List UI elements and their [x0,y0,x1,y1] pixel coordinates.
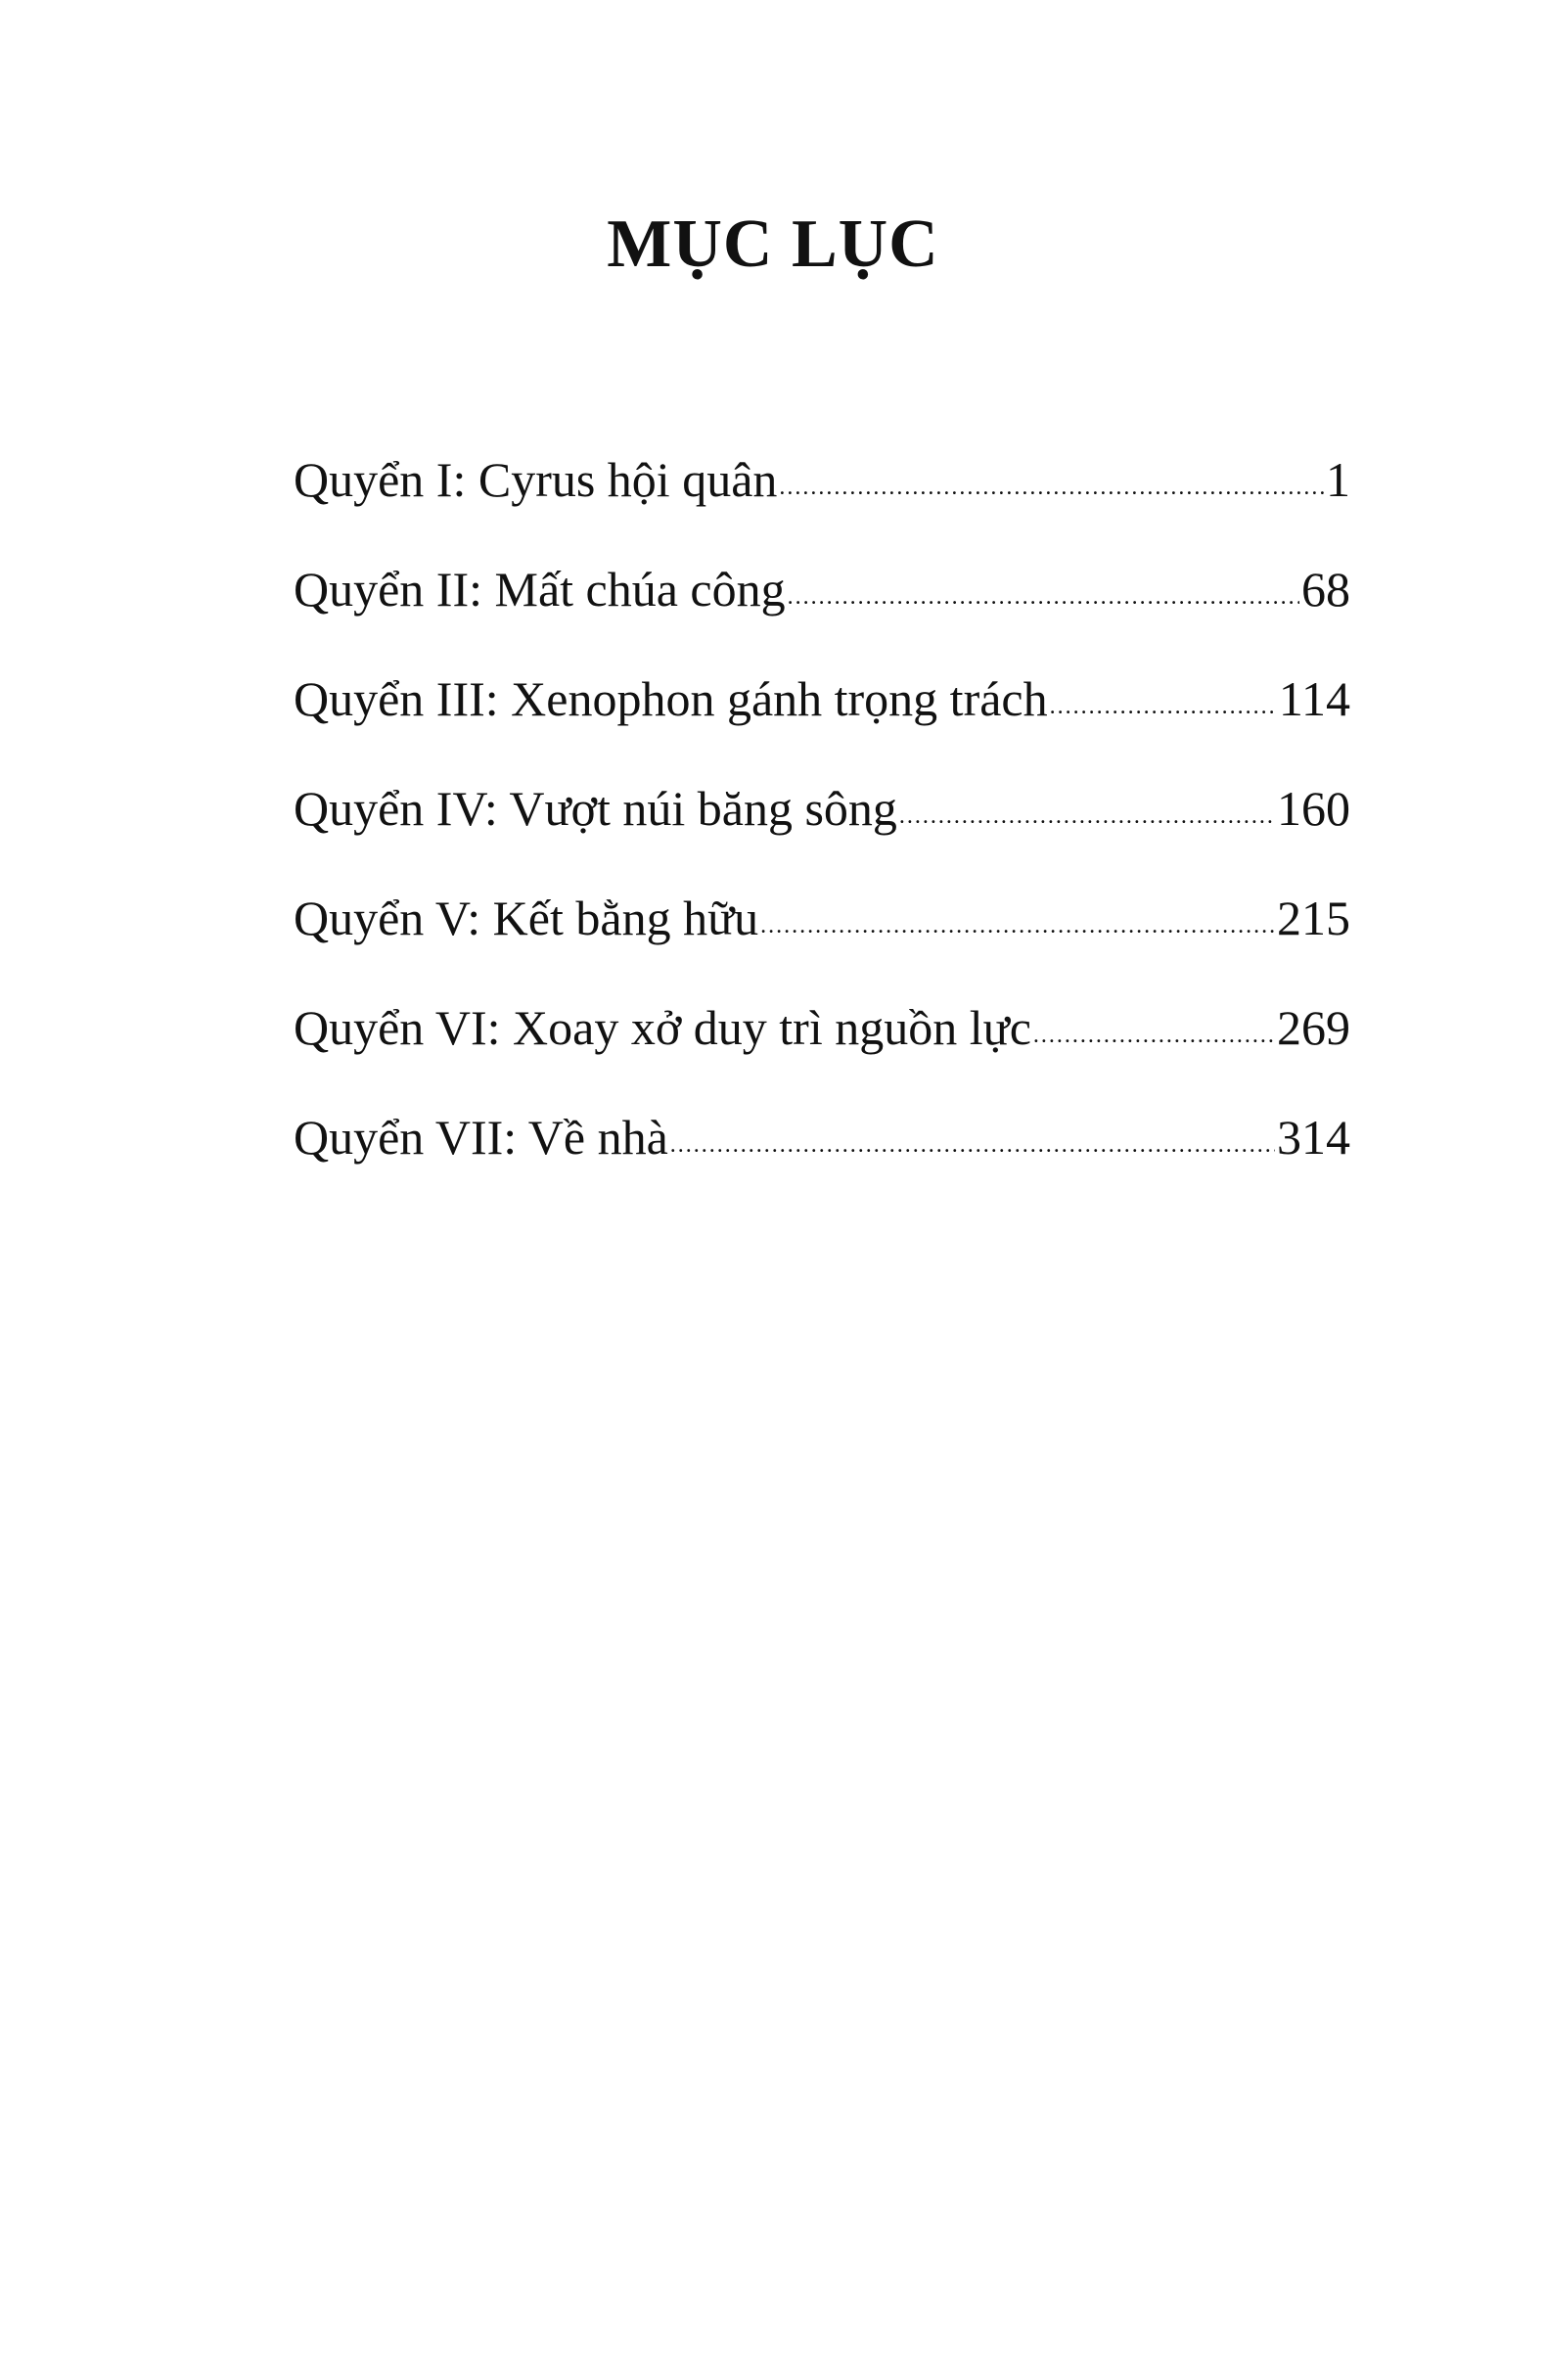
toc-entry-title: Quyển I: Cyrus hội quân [294,452,778,507]
toc-entry [294,884,1350,993]
toc-entry [294,1103,1350,1213]
toc-entry-title: Quyển III: Xenophon gánh trọng trách [294,671,1048,726]
toc-entry-page: 114 [1278,671,1350,726]
toc-entry-page: 1 [1326,452,1350,507]
toc-entry-title: Quyển IV: Vượt núi băng sông [294,781,897,836]
toc-entry [294,555,1350,664]
toc-leader-dots [760,892,1275,960]
toc-entry-title: Quyển VII: Về nhà [294,1110,668,1165]
table-of-contents [294,445,1350,1213]
toc-leader-dots [779,453,1324,522]
toc-entry [294,664,1350,774]
toc-entry-title: Quyển VI: Xoay xở duy trì nguồn lực [294,1000,1031,1055]
toc-entry-title: Quyển II: Mất chúa công [294,562,786,617]
toc-entry [294,993,1350,1103]
toc-entry-page: 215 [1277,891,1350,945]
toc-leader-dots [788,563,1299,631]
page-title: MỤC LỤC [607,206,939,282]
toc-leader-dots [670,1111,1275,1179]
toc-leader-dots [899,782,1275,850]
toc-leader-dots [1050,672,1277,741]
toc-entry-page: 160 [1277,781,1350,836]
toc-leader-dots [1033,1001,1275,1070]
toc-entry-page: 269 [1277,1000,1350,1055]
toc-entry [294,445,1350,555]
toc-entry-page: 68 [1301,562,1350,617]
toc-entry [294,774,1350,884]
toc-entry-page: 314 [1277,1110,1350,1165]
toc-entry-title: Quyển V: Kết bằng hữu [294,891,759,945]
